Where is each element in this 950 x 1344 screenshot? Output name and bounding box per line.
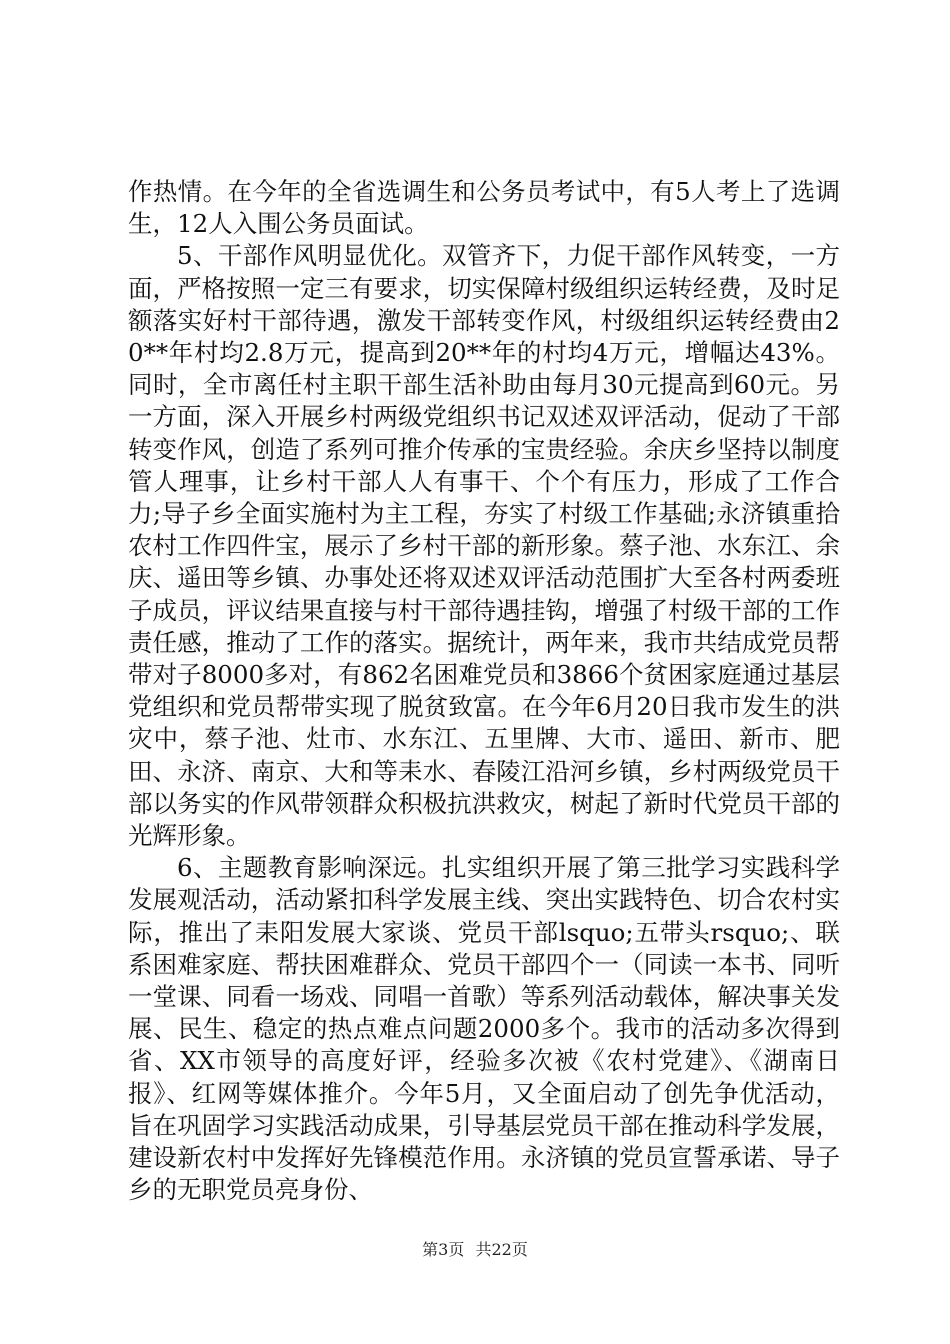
paragraph-theme-education: 6、主题教育影响深远。扎实组织开展了第三批学习实践科学发展观活动，活动紧扣科学发展主线、突出实践特色、切合农村实际，推出了耒阳发展大家谈、党员干部lsquo;五带头rsquo;、联系困难家庭、帮扶困难群众、党员干部四个一（同读一本书、同听一堂课、同看一场戏、同唱一首歌）等系列活动载体，解决事关发展、民生、稳定的热点难点问题2000多个。我市的活动多次得到省、XX市领导的高度好评，经验多次被《农村党建》、《湖南日报》、红网等媒体推介。今年5月，又全面启动了创先争优活动，旨在巩固学习实践活动成果，引导基层党员干部在推动科学发展，建设新农村中发挥好先锋模范作用。永济镇的党员宣誓承诺、导子乡的无职党员亮身份、 xyxy=(128,853,840,1205)
page-total: 共22页 xyxy=(475,1240,528,1259)
paragraph-continuation: 作热情。在今年的全省选调生和公务员考试中，有5人考上了选调生，12人入围公务员面试。 xyxy=(128,177,840,239)
page-footer xyxy=(0,1240,950,1260)
page-number: 第3页 xyxy=(422,1240,465,1259)
paragraph-cadre-style: 5、干部作风明显优化。双管齐下，力促干部作风转变，一方面，严格按照一定三有要求，切实保障村级组织运转经费，及时足额落实好村干部待遇，激发干部转变作风，村级组织运转经费由20**年村均2.8万元，提高到20**年的村均4万元，增幅达43%。同时，全市离任村主职干部生活补助由每月30元提高到60元。另一方面，深入开展乡村两级党组织书记双述双评活动，促动了干部转变作风，创造了系列可推介传承的宝贵经验。余庆乡坚持以制度管人理事，让乡村干部人人有事干、个个有压力，形成了工作合力;导子乡全面实施村为主工程，夯实了村级工作基础;永济镇重拾农村工作四件宝，展示了乡村干部的新形象。蔡子池、水东江、余庆、遥田等乡镇、办事处还将双述双评活动范围扩大至各村两委班子成员，评议结果直接与村干部待遇挂钩，增强了村级干部的工作责任感，推动了工作的落实。据统计，两年来，我市共结成党员帮带对子8000多对，有862名困难党员和3866个贫困家庭通过基层党组织和党员帮带实现了脱贫致富。在今年6月20日我市发生的洪灾中，蔡子池、灶市、水东江、五里牌、大市、遥田、新市、肥田、永济、南京、大和等耒水、春陵江沿河乡镇，乡村两级党员干部以务实的作风带领群众积极抗洪救灾，树起了新时代党员干部的光辉形象。 xyxy=(128,241,840,851)
document-body xyxy=(128,176,840,1207)
